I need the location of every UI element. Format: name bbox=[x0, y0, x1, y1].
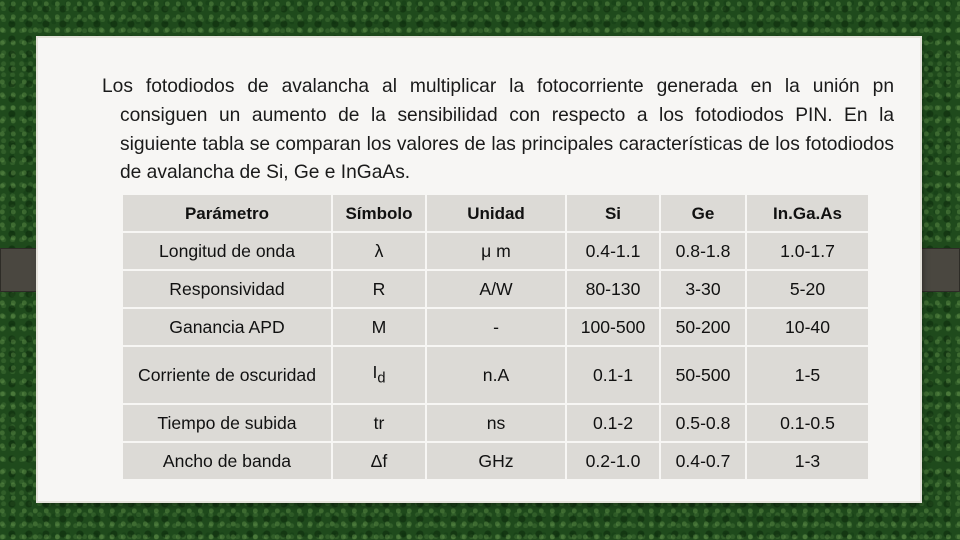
cell-symbol: λ bbox=[333, 233, 425, 269]
cell-si: 0.1-1 bbox=[567, 347, 659, 403]
header-unit: Unidad bbox=[427, 195, 565, 231]
cell-ge: 0.8-1.8 bbox=[661, 233, 745, 269]
header-parameter: Parámetro bbox=[123, 195, 331, 231]
cell-ge: 50-500 bbox=[661, 347, 745, 403]
cell-si: 0.1-2 bbox=[567, 405, 659, 441]
cell-parameter: Responsividad bbox=[123, 271, 331, 307]
cell-unit: GHz bbox=[427, 443, 565, 479]
cell-symbol: tr bbox=[333, 405, 425, 441]
cell-ingaas: 1-3 bbox=[747, 443, 868, 479]
cell-si: 0.2-1.0 bbox=[567, 443, 659, 479]
header-symbol: Símbolo bbox=[333, 195, 425, 231]
header-si: Si bbox=[567, 195, 659, 231]
table-row bbox=[123, 405, 868, 441]
cell-si: 80-130 bbox=[567, 271, 659, 307]
cell-symbol: Δf bbox=[333, 443, 425, 479]
cell-unit: n.A bbox=[427, 347, 565, 403]
table-header-row bbox=[123, 195, 868, 231]
cell-symbol: M bbox=[333, 309, 425, 345]
comparison-table bbox=[121, 193, 870, 481]
header-ge: Ge bbox=[661, 195, 745, 231]
cell-ingaas: 5-20 bbox=[747, 271, 868, 307]
table-row bbox=[123, 233, 868, 269]
cell-si: 100-500 bbox=[567, 309, 659, 345]
cell-parameter: Corriente de oscuridad bbox=[123, 347, 331, 403]
symbol-subscript: d bbox=[377, 370, 386, 387]
cell-ingaas: 1-5 bbox=[747, 347, 868, 403]
cell-parameter: Ancho de banda bbox=[123, 443, 331, 479]
table-row bbox=[123, 309, 868, 345]
cell-parameter: Tiempo de subida bbox=[123, 405, 331, 441]
cell-parameter: Ganancia APD bbox=[123, 309, 331, 345]
cell-ge: 0.4-0.7 bbox=[661, 443, 745, 479]
cell-si: 0.4-1.1 bbox=[567, 233, 659, 269]
cell-symbol bbox=[333, 347, 425, 403]
cell-ge: 0.5-0.8 bbox=[661, 405, 745, 441]
cell-unit: μ m bbox=[427, 233, 565, 269]
intro-paragraph: Los fotodiodos de avalancha al multiplicar la fotocorriente generada en la unión pn consiguen un aumento de la sensibilidad con respecto a los fotodiodos PIN. En la siguiente tabla se comparan los valores de las principales características de los fotodiodos de avalancha de Si, Ge e InGaAs. bbox=[102, 76, 894, 184]
cell-ingaas: 10-40 bbox=[747, 309, 868, 345]
symbol-base: I bbox=[372, 361, 378, 382]
cell-ingaas: 1.0-1.7 bbox=[747, 233, 868, 269]
table-row bbox=[123, 347, 868, 403]
slide-panel bbox=[38, 38, 920, 501]
cell-unit: A/W bbox=[427, 271, 565, 307]
cell-parameter: Longitud de onda bbox=[123, 233, 331, 269]
cell-symbol: R bbox=[333, 271, 425, 307]
table-row bbox=[123, 271, 868, 307]
cell-unit: - bbox=[427, 309, 565, 345]
comparison-table-container bbox=[121, 193, 868, 481]
cell-unit: ns bbox=[427, 405, 565, 441]
cell-ge: 50-200 bbox=[661, 309, 745, 345]
table-row bbox=[123, 443, 868, 479]
cell-ge: 3-30 bbox=[661, 271, 745, 307]
cell-ingaas: 0.1-0.5 bbox=[747, 405, 868, 441]
header-ingaas: In.Ga.As bbox=[747, 195, 868, 231]
